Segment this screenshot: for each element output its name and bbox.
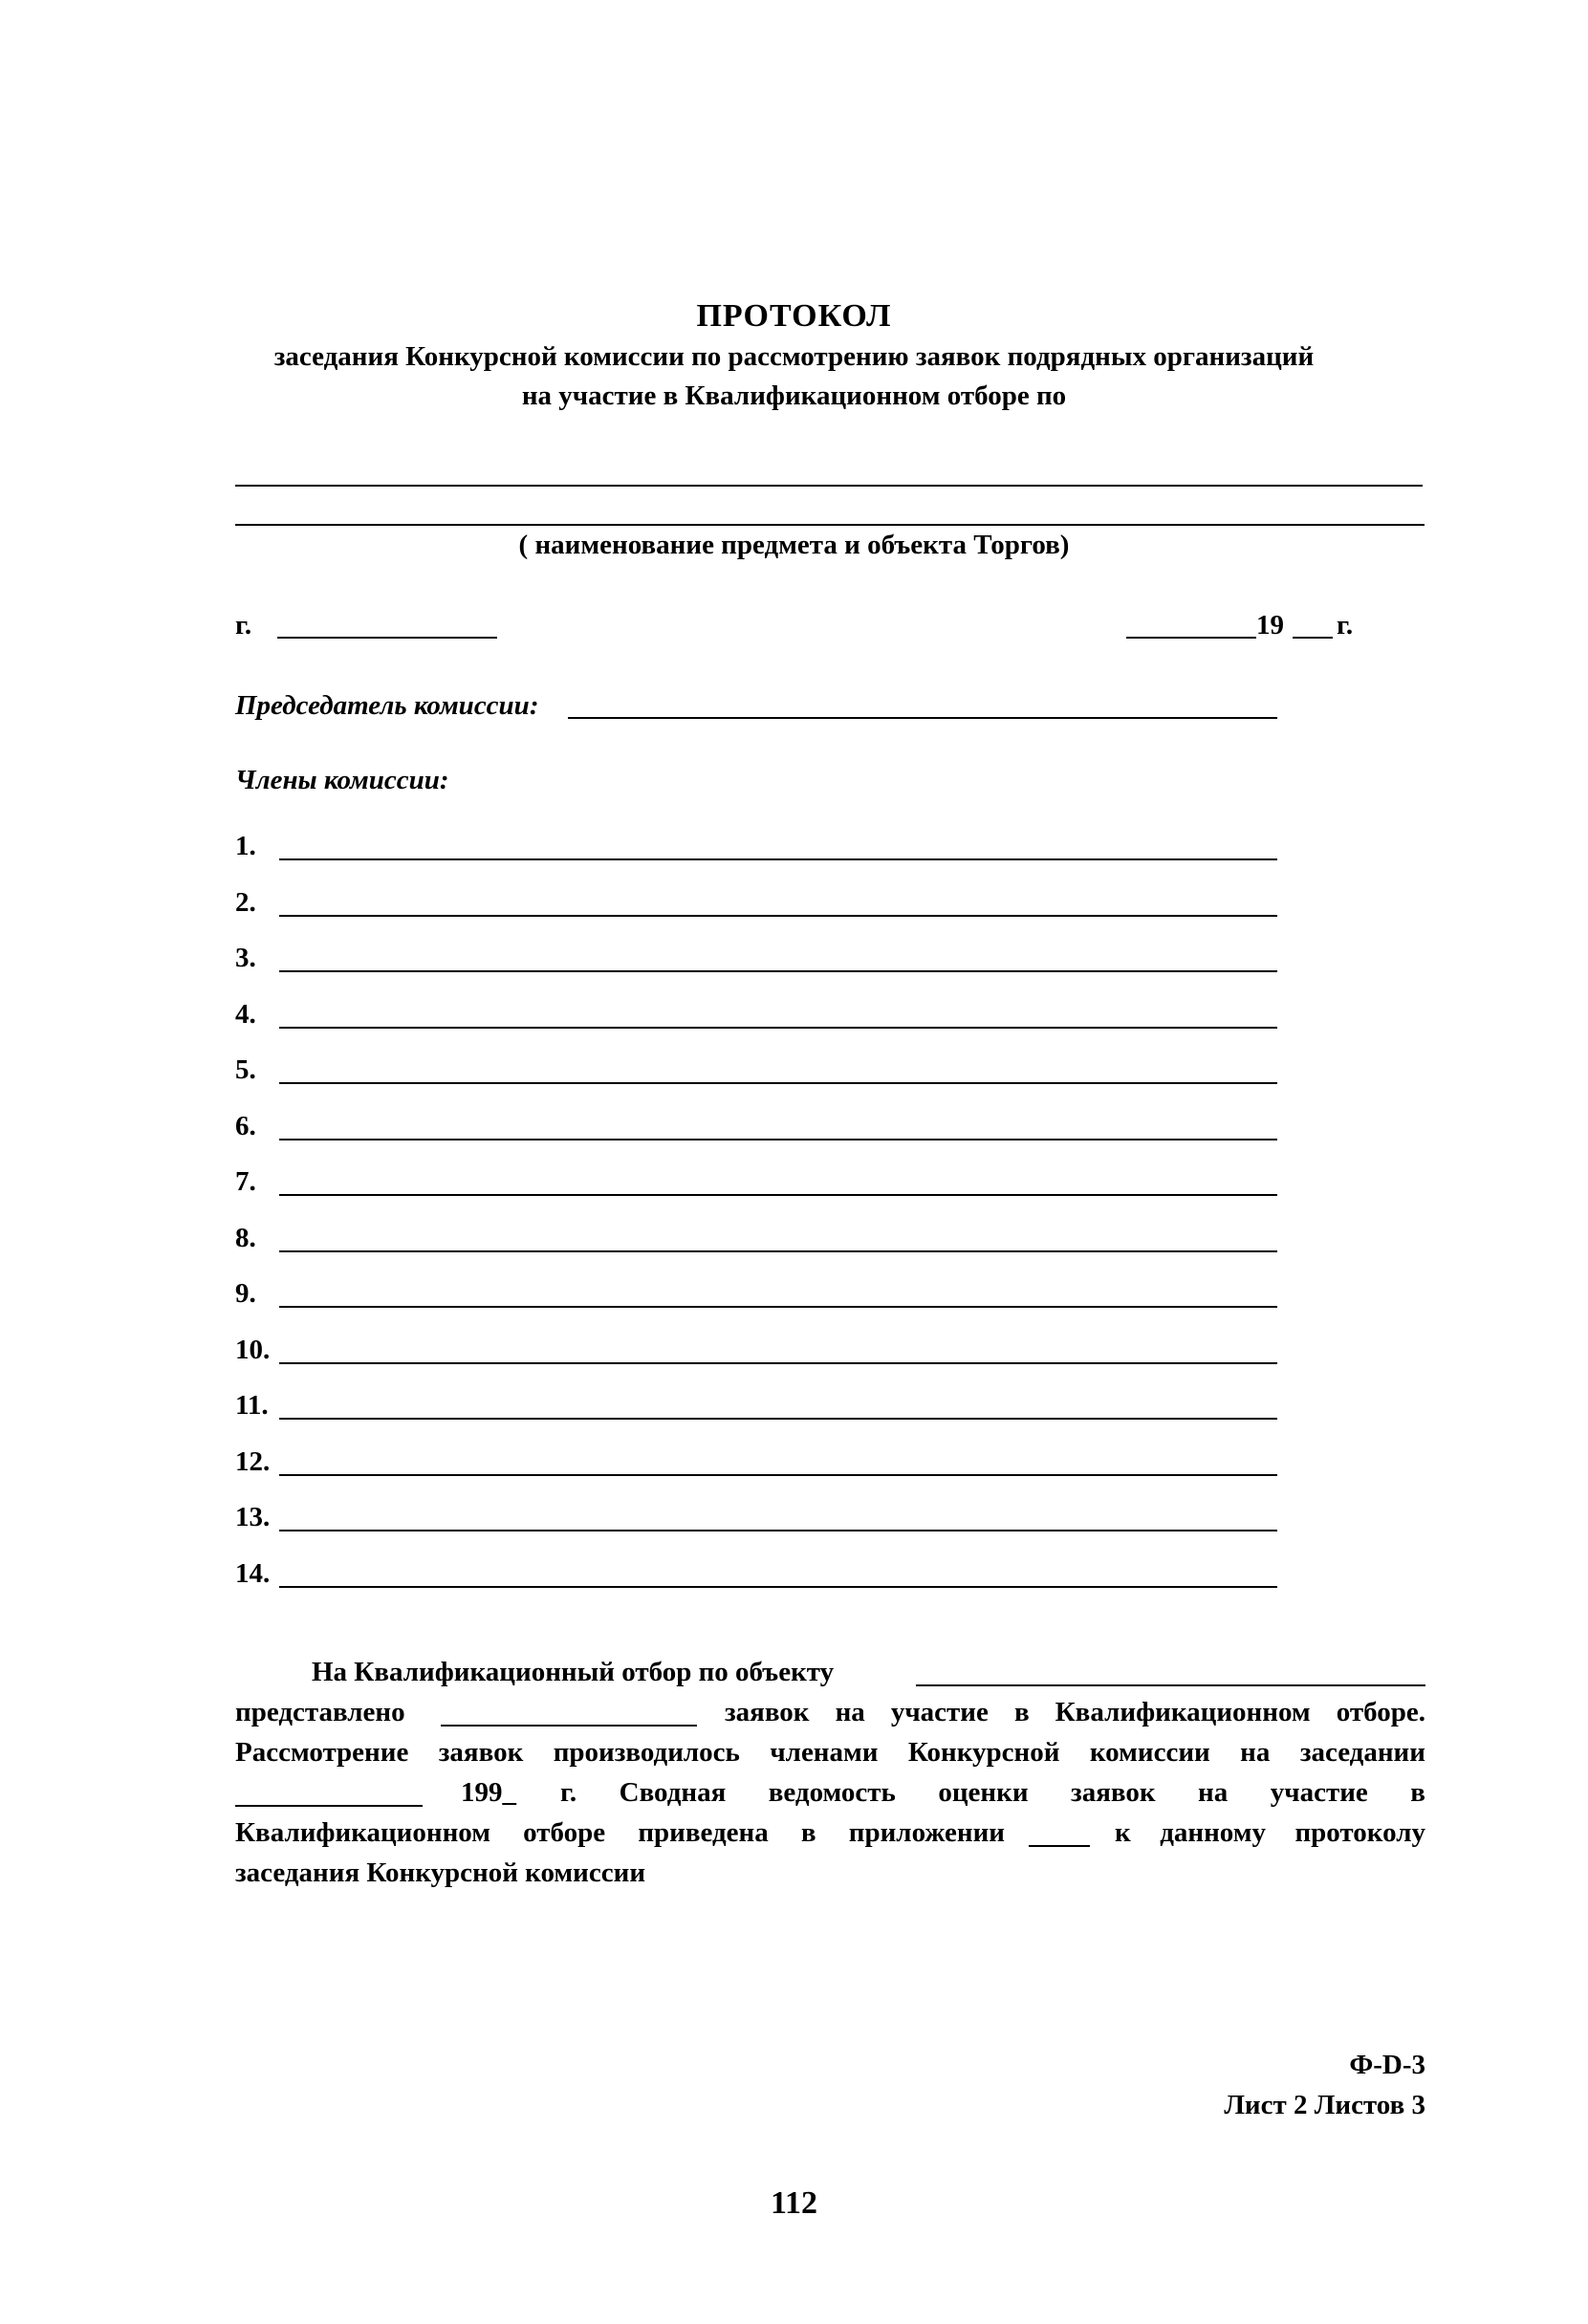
member-field[interactable] bbox=[279, 1306, 1277, 1308]
paragraph-word: заявок bbox=[725, 1697, 810, 1727]
paragraph-word: в bbox=[800, 1817, 816, 1848]
paragraph-word: оценки bbox=[938, 1777, 1029, 1808]
member-row bbox=[235, 992, 1277, 1031]
paragraph-line-3 bbox=[235, 1732, 1425, 1772]
member-field[interactable] bbox=[279, 1586, 1277, 1588]
paragraph-text: представлено bbox=[235, 1697, 405, 1727]
subject-line-1[interactable] bbox=[235, 485, 1423, 487]
member-row bbox=[235, 1440, 1277, 1478]
paragraph-line-4 bbox=[235, 1772, 1425, 1813]
city-field[interactable] bbox=[277, 637, 497, 639]
member-number: 8. bbox=[235, 1222, 256, 1253]
member-number: 14. bbox=[235, 1557, 271, 1589]
member-number: 12. bbox=[235, 1445, 271, 1477]
paragraph-word: Квалификационном bbox=[235, 1817, 491, 1848]
paragraph-word: Конкурсной bbox=[907, 1737, 1060, 1768]
paragraph-word: заседании bbox=[1299, 1737, 1425, 1768]
members-label: Члены комиссии: bbox=[235, 765, 449, 795]
member-number: 10. bbox=[235, 1334, 271, 1365]
member-number: 11. bbox=[235, 1390, 269, 1421]
paragraph-word: в bbox=[1013, 1697, 1030, 1727]
paragraph-word: на bbox=[1198, 1777, 1229, 1808]
summary-paragraph bbox=[235, 1652, 1425, 1893]
paragraph-text: заседания Конкурсной комиссии bbox=[235, 1857, 646, 1888]
paragraph-word: производилось bbox=[553, 1737, 740, 1768]
member-field[interactable] bbox=[279, 1027, 1277, 1029]
meeting-date-field[interactable] bbox=[235, 1780, 423, 1807]
subject-line-2[interactable] bbox=[235, 524, 1425, 526]
chairman-field[interactable] bbox=[568, 717, 1277, 719]
member-number: 6. bbox=[235, 1110, 256, 1141]
member-row bbox=[235, 1552, 1277, 1590]
paragraph-words bbox=[1115, 1813, 1425, 1853]
member-field[interactable] bbox=[279, 1250, 1277, 1252]
member-number: 2. bbox=[235, 886, 256, 918]
date-year-label: 19 bbox=[1256, 610, 1284, 641]
paragraph-line-6 bbox=[235, 1853, 1425, 1893]
form-code: Ф-D-3 bbox=[1349, 2050, 1425, 2080]
member-row bbox=[235, 880, 1277, 919]
paragraph-word: к bbox=[1115, 1817, 1131, 1848]
member-row bbox=[235, 1328, 1277, 1366]
document-subtitle-line1: заседания Конкурсной комиссии по рассмотрению заявок подрядных организаций bbox=[273, 341, 1315, 372]
paragraph-word: Квалификационном bbox=[1055, 1697, 1311, 1727]
date-suffix: г. bbox=[1337, 610, 1354, 641]
subject-caption: ( наименование предмета и объекта Торгов) bbox=[518, 530, 1070, 560]
member-row bbox=[235, 1216, 1277, 1254]
member-number: 1. bbox=[235, 831, 256, 861]
member-number: 7. bbox=[235, 1166, 256, 1197]
document-title: ПРОТОКОЛ bbox=[696, 298, 892, 334]
member-field[interactable] bbox=[279, 1139, 1277, 1140]
paragraph-word: приведена bbox=[638, 1817, 769, 1848]
member-row bbox=[235, 1160, 1277, 1198]
paragraph-word: отборе bbox=[523, 1817, 606, 1848]
paragraph-words bbox=[560, 1772, 1425, 1813]
member-row bbox=[235, 1495, 1277, 1533]
paragraph-words bbox=[235, 1813, 1005, 1853]
paragraph-word: протоколу bbox=[1294, 1817, 1425, 1848]
paragraph-word: заявок bbox=[438, 1737, 524, 1768]
member-number: 9. bbox=[235, 1278, 256, 1309]
paragraph-word: на bbox=[1240, 1737, 1271, 1768]
member-number: 3. bbox=[235, 943, 256, 973]
chairman-label: Председатель комиссии: bbox=[235, 690, 539, 721]
city-prefix: г. bbox=[235, 610, 252, 641]
paragraph-words bbox=[725, 1692, 1425, 1732]
paragraph-word: г. bbox=[560, 1777, 577, 1808]
sheet-info: Лист 2 Листов 3 bbox=[1224, 2090, 1425, 2120]
paragraph-word: Рассмотрение bbox=[235, 1737, 409, 1768]
member-field[interactable] bbox=[279, 1418, 1277, 1420]
paragraph-word: участие bbox=[890, 1697, 989, 1727]
paragraph-word: комиссии bbox=[1089, 1737, 1210, 1768]
member-field[interactable] bbox=[279, 1194, 1277, 1196]
member-row bbox=[235, 1104, 1277, 1142]
meeting-year: 199_ bbox=[461, 1777, 516, 1808]
date-year-field[interactable] bbox=[1293, 637, 1333, 639]
paragraph-text: На Квалификационный отбор по объекту bbox=[312, 1657, 835, 1687]
member-row bbox=[235, 936, 1277, 974]
member-number: 4. bbox=[235, 998, 256, 1030]
member-field[interactable] bbox=[279, 915, 1277, 917]
paragraph-word: на bbox=[835, 1697, 865, 1727]
member-field[interactable] bbox=[279, 1362, 1277, 1364]
paragraph-word: участие bbox=[1270, 1777, 1368, 1808]
member-field[interactable] bbox=[279, 1530, 1277, 1531]
member-field[interactable] bbox=[279, 1082, 1277, 1084]
paragraph-line-5 bbox=[235, 1813, 1425, 1853]
page-number: 112 bbox=[770, 2185, 818, 2221]
paragraph-word: Сводная bbox=[619, 1777, 727, 1808]
appendix-number-field[interactable] bbox=[1029, 1820, 1090, 1847]
paragraph-line-1 bbox=[235, 1652, 1425, 1692]
paragraph-word: отборе. bbox=[1336, 1697, 1425, 1727]
member-number: 5. bbox=[235, 1054, 256, 1085]
paragraph-line-2 bbox=[235, 1692, 1425, 1732]
date-day-month-field[interactable] bbox=[1126, 637, 1256, 639]
member-field[interactable] bbox=[279, 1474, 1277, 1476]
member-field[interactable] bbox=[279, 970, 1277, 972]
member-row bbox=[235, 1048, 1277, 1086]
paragraph-word: членами bbox=[770, 1737, 879, 1768]
paragraph-word: ведомость bbox=[768, 1777, 896, 1808]
paragraph-word: данному bbox=[1160, 1817, 1266, 1848]
member-row bbox=[235, 1383, 1277, 1422]
member-row bbox=[235, 1271, 1277, 1310]
paragraph-word: в bbox=[1410, 1777, 1425, 1808]
member-row bbox=[235, 824, 1277, 862]
paragraph-word: приложении bbox=[848, 1817, 1005, 1848]
applications-count-field[interactable] bbox=[441, 1700, 697, 1727]
member-field[interactable] bbox=[279, 858, 1277, 860]
document-subtitle-line2: на участие в Квалификационном отборе по bbox=[521, 380, 1067, 411]
member-number: 13. bbox=[235, 1502, 271, 1532]
paragraph-word: заявок bbox=[1071, 1777, 1156, 1808]
object-field[interactable] bbox=[916, 1660, 1425, 1686]
